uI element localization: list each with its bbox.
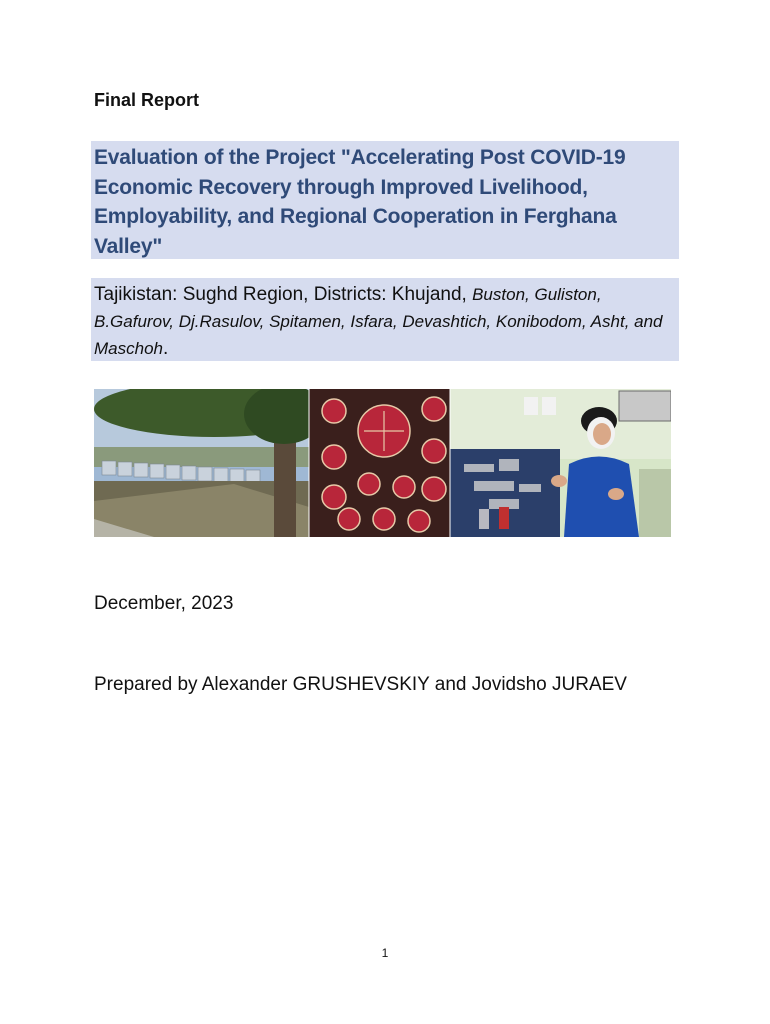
report-label: Final Report	[94, 90, 200, 110]
location-districts: Buston, Guliston, B.Gafurov, Dj.Rasulov, Spitamen, Isfara, Devashtich, Konibodom, Asht, and Maschoh	[94, 285, 663, 358]
prepared-by: Prepared by Alexander GRUSHEVSKIY and Jovidsho JURAEV	[94, 674, 627, 695]
project-location	[94, 281, 678, 362]
photo-textile	[309, 389, 450, 537]
location-end: .	[162, 338, 169, 359]
photo-workshop	[450, 389, 671, 537]
report-title: Evaluation of the Project "Accelerating Post COVID-19 Economic Recovery through Improved Livelihood, Employability, and Regional Cooperation in Ferghana Valley"	[94, 146, 626, 258]
cover-photo-strip	[94, 389, 671, 537]
report-date: December, 2023	[94, 593, 234, 614]
location-regular: Tajikistan: Sughd Region, Districts: Khujand,	[94, 284, 473, 305]
page-number: 1	[381, 946, 389, 960]
photo-beehives	[94, 389, 334, 537]
